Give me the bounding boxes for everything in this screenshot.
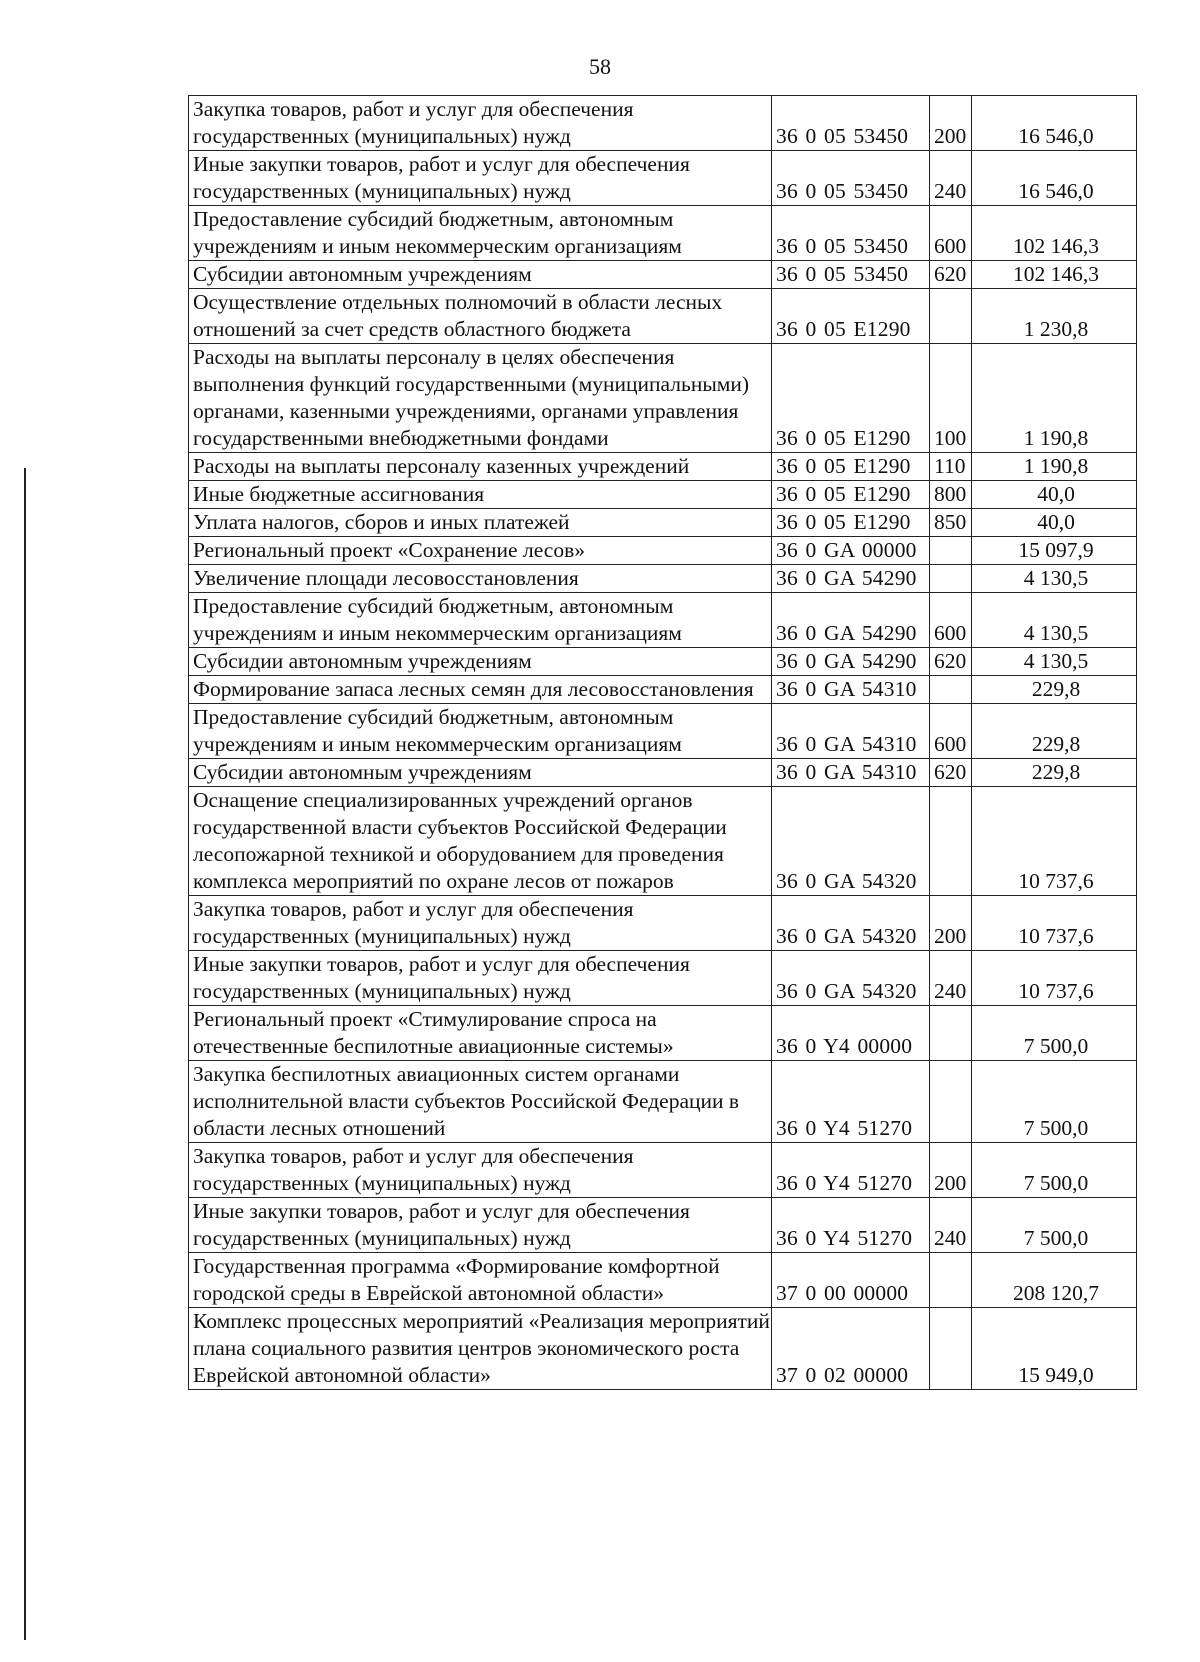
table-row	[189, 96, 1137, 151]
row-expense-type	[930, 676, 972, 704]
row-expense-type: 600	[930, 704, 972, 759]
row-target-code: 36 0 GA 54320	[772, 951, 930, 1006]
row-amount: 40,0	[972, 509, 1137, 537]
table-row	[189, 676, 1137, 704]
row-amount: 208 120,7	[972, 1253, 1137, 1308]
scan-margin-line	[24, 468, 26, 1640]
row-expense-type	[930, 537, 972, 565]
row-target-code: 36 0 05 53450	[772, 151, 930, 206]
table-row	[189, 1006, 1137, 1061]
row-expense-type: 600	[930, 593, 972, 648]
table-row	[189, 537, 1137, 565]
row-expense-type	[930, 565, 972, 593]
row-amount: 1 230,8	[972, 289, 1137, 344]
row-target-code: 36 0 05 E1290	[772, 289, 930, 344]
row-name: Осуществление отдельных полномочий в области лесных отношений за счет средств областного бюджета	[189, 289, 772, 344]
table-row	[189, 593, 1137, 648]
row-amount: 102 146,3	[972, 206, 1137, 261]
row-target-code: 36 0 GA 54310	[772, 704, 930, 759]
row-amount: 15 949,0	[972, 1308, 1137, 1390]
row-amount: 229,8	[972, 759, 1137, 787]
row-name: Иные закупки товаров, работ и услуг для обеспечения государственных (муниципальных) нужд	[189, 151, 772, 206]
row-name: Оснащение специализированных учреждений органов государственной власти субъектов Российской Федерации лесопожарной техникой и оборудованием для проведения комплекса мероприятий по охране лесов от пожаров	[189, 787, 772, 896]
row-amount: 16 546,0	[972, 96, 1137, 151]
table-row	[189, 1308, 1137, 1390]
row-name: Иные бюджетные ассигнования	[189, 481, 772, 509]
row-name: Субсидии автономным учреждениям	[189, 759, 772, 787]
row-expense-type: 620	[930, 261, 972, 289]
row-target-code: 36 0 05 E1290	[772, 481, 930, 509]
row-amount: 4 130,5	[972, 565, 1137, 593]
row-expense-type	[930, 1253, 972, 1308]
row-amount: 229,8	[972, 704, 1137, 759]
table-row	[189, 759, 1137, 787]
row-name: Иные закупки товаров, работ и услуг для обеспечения государственных (муниципальных) нужд	[189, 1198, 772, 1253]
row-target-code: 37 0 02 00000	[772, 1308, 930, 1390]
row-name: Субсидии автономным учреждениям	[189, 648, 772, 676]
row-target-code: 36 0 05 53450	[772, 261, 930, 289]
table-row	[189, 951, 1137, 1006]
row-expense-type: 200	[930, 1143, 972, 1198]
row-name: Расходы на выплаты персоналу казенных учреждений	[189, 453, 772, 481]
table-row	[189, 704, 1137, 759]
row-name: Расходы на выплаты персоналу в целях обеспечения выполнения функций государственными (муниципальными) органами, казенными учреждениями, органами управления государственными внебюджетными фондами	[189, 344, 772, 453]
table-row	[189, 1198, 1137, 1253]
row-amount: 1 190,8	[972, 344, 1137, 453]
budget-table	[188, 95, 1137, 1390]
table-row	[189, 787, 1137, 896]
table-row	[189, 261, 1137, 289]
row-target-code: 36 0 Y4 00000	[772, 1006, 930, 1061]
table-row	[189, 1061, 1137, 1143]
row-expense-type: 110	[930, 453, 972, 481]
table-row	[189, 289, 1137, 344]
row-target-code: 36 0 05 E1290	[772, 344, 930, 453]
row-target-code: 36 0 Y4 51270	[772, 1061, 930, 1143]
row-amount: 10 737,6	[972, 896, 1137, 951]
row-target-code: 37 0 00 00000	[772, 1253, 930, 1308]
row-expense-type: 620	[930, 759, 972, 787]
table-row	[189, 1143, 1137, 1198]
table-row	[189, 344, 1137, 453]
row-amount: 16 546,0	[972, 151, 1137, 206]
row-expense-type	[930, 787, 972, 896]
row-name: Закупка беспилотных авиационных систем органами исполнительной власти субъектов Российской Федерации в области лесных отношений	[189, 1061, 772, 1143]
row-target-code: 36 0 GA 54290	[772, 648, 930, 676]
table-row	[189, 565, 1137, 593]
row-expense-type	[930, 289, 972, 344]
row-target-code: 36 0 GA 54310	[772, 676, 930, 704]
row-amount: 1 190,8	[972, 453, 1137, 481]
row-name: Предоставление субсидий бюджетным, автономным учреждениям и иным некоммерческим организациям	[189, 206, 772, 261]
row-amount: 7 500,0	[972, 1198, 1137, 1253]
table-row	[189, 648, 1137, 676]
table-row	[189, 151, 1137, 206]
row-target-code: 36 0 GA 00000	[772, 537, 930, 565]
row-target-code: 36 0 Y4 51270	[772, 1198, 930, 1253]
row-expense-type: 600	[930, 206, 972, 261]
row-name: Государственная программа «Формирование комфортной городской среды в Еврейской автономной области»	[189, 1253, 772, 1308]
row-target-code: 36 0 GA 54320	[772, 896, 930, 951]
row-name: Формирование запаса лесных семян для лесовосстановления	[189, 676, 772, 704]
row-expense-type: 850	[930, 509, 972, 537]
row-expense-type	[930, 1308, 972, 1390]
table-row	[189, 896, 1137, 951]
budget-table-body	[189, 96, 1137, 1390]
row-expense-type	[930, 1006, 972, 1061]
row-amount: 102 146,3	[972, 261, 1137, 289]
row-name: Закупка товаров, работ и услуг для обеспечения государственных (муниципальных) нужд	[189, 896, 772, 951]
row-expense-type: 240	[930, 1198, 972, 1253]
row-target-code: 36 0 GA 54290	[772, 565, 930, 593]
row-target-code: 36 0 Y4 51270	[772, 1143, 930, 1198]
row-name: Закупка товаров, работ и услуг для обеспечения государственных (муниципальных) нужд	[189, 96, 772, 151]
row-target-code: 36 0 GA 54310	[772, 759, 930, 787]
row-name: Предоставление субсидий бюджетным, автономным учреждениям и иным некоммерческим организациям	[189, 593, 772, 648]
row-target-code: 36 0 05 E1290	[772, 453, 930, 481]
row-expense-type: 100	[930, 344, 972, 453]
row-amount: 15 097,9	[972, 537, 1137, 565]
row-expense-type: 200	[930, 896, 972, 951]
table-row	[189, 481, 1137, 509]
row-name: Уплата налогов, сборов и иных платежей	[189, 509, 772, 537]
table-row	[189, 453, 1137, 481]
row-target-code: 36 0 05 53450	[772, 96, 930, 151]
row-name: Закупка товаров, работ и услуг для обеспечения государственных (муниципальных) нужд	[189, 1143, 772, 1198]
row-target-code: 36 0 GA 54320	[772, 787, 930, 896]
row-amount: 7 500,0	[972, 1143, 1137, 1198]
row-target-code: 36 0 05 E1290	[772, 509, 930, 537]
row-target-code: 36 0 05 53450	[772, 206, 930, 261]
row-expense-type: 800	[930, 481, 972, 509]
row-amount: 10 737,6	[972, 787, 1137, 896]
row-amount: 7 500,0	[972, 1061, 1137, 1143]
row-name: Иные закупки товаров, работ и услуг для обеспечения государственных (муниципальных) нужд	[189, 951, 772, 1006]
page-number: 58	[589, 54, 611, 79]
row-name: Увеличение площади лесовосстановления	[189, 565, 772, 593]
row-expense-type	[930, 1061, 972, 1143]
row-name: Региональный проект «Сохранение лесов»	[189, 537, 772, 565]
row-name: Комплекс процессных мероприятий «Реализация мероприятий плана социального развития центров экономического роста Еврейской автономной области»	[189, 1308, 772, 1390]
row-name: Предоставление субсидий бюджетным, автономным учреждениям и иным некоммерческим организациям	[189, 704, 772, 759]
row-expense-type: 200	[930, 96, 972, 151]
table-row	[189, 206, 1137, 261]
row-amount: 40,0	[972, 481, 1137, 509]
row-amount: 229,8	[972, 676, 1137, 704]
row-amount: 4 130,5	[972, 593, 1137, 648]
row-amount: 4 130,5	[972, 648, 1137, 676]
table-row	[189, 1253, 1137, 1308]
row-expense-type: 620	[930, 648, 972, 676]
row-name: Региональный проект «Стимулирование спроса на отечественные беспилотные авиационные системы»	[189, 1006, 772, 1061]
row-target-code: 36 0 GA 54290	[772, 593, 930, 648]
row-expense-type: 240	[930, 151, 972, 206]
row-expense-type: 240	[930, 951, 972, 1006]
row-amount: 10 737,6	[972, 951, 1137, 1006]
row-amount: 7 500,0	[972, 1006, 1137, 1061]
row-name: Субсидии автономным учреждениям	[189, 261, 772, 289]
table-row	[189, 509, 1137, 537]
